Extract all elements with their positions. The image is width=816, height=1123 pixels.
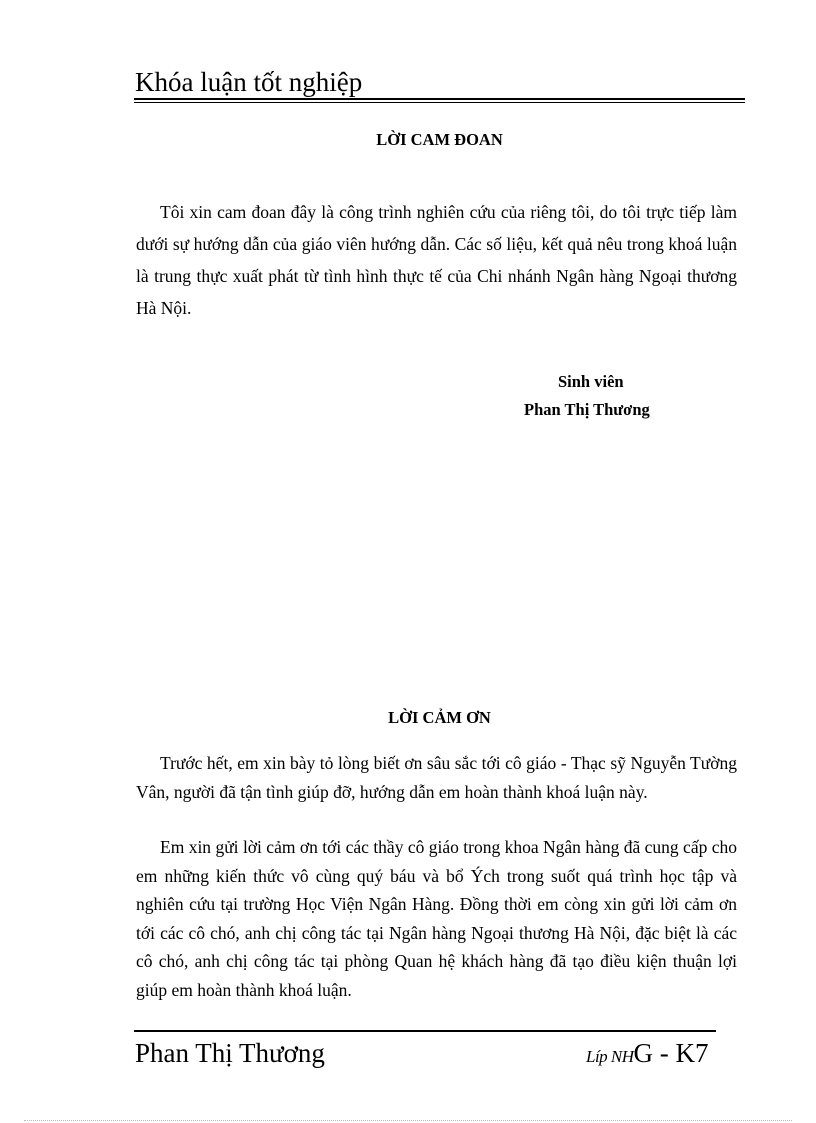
thanks-heading: LỜI CẢM ƠN: [388, 708, 491, 727]
signature-role: Sinh viên: [558, 372, 624, 391]
page-header-title: Khóa luận tốt nghiệp: [135, 67, 363, 97]
page-bottom-border: [24, 1120, 792, 1121]
footer-class-code: G - K7: [633, 1038, 709, 1068]
footer-author: Phan Thị Thương: [135, 1038, 325, 1068]
header-rule-thin: [134, 102, 745, 103]
thanks-paragraph-2: Em xin gửi lời cảm ơn tới các thầy cô giáo trong khoa Ngân hàng đã cung cấp cho em những kiến thức vô cùng quý báu và bổ Ých trong suốt quá trình học tập và nghiên cứu tại trường Học Viện Ngân Hàng. Đồng thời em còng xin gửi lời cảm ơn tới các cô chó, anh chị công tác tại Ngân hàng Ngoại thương Hà Nội, đặc biệt là các cô chó, anh chị công tác tại phòng Quan hệ khách hàng đã tạo điều kiện thuận lợi giúp em hoàn thành khoá luận.: [136, 837, 737, 1000]
thanks-paragraph-1: Trước hết, em xin bày tỏ lòng biết ơn sâu sắc tới cô giáo - Thạc sỹ Nguyễn Tường Vân, người đã tận tình giúp đỡ, hướng dẫn em hoàn thành khoá luận này.: [136, 753, 737, 802]
header-rule-thick: [134, 98, 745, 100]
commitment-heading: LỜI CAM ĐOAN: [376, 130, 503, 149]
footer-class: [586, 1037, 709, 1074]
signature-name: Phan Thị Thương: [524, 400, 650, 419]
footer-rule: [134, 1030, 716, 1032]
footer-class-prefix: Líp NH: [586, 1047, 634, 1066]
commitment-paragraph: Tôi xin cam đoan đây là công trình nghiên cứu của riêng tôi, do tôi trực tiếp làm dưới sự hướng dẫn của giáo viên hướng dẫn. Các số liệu, kết quả nêu trong khoá luận là trung thực xuất phát từ tình hình thực tế của Chi nhánh Ngân hàng Ngoại thương Hà Nội.: [136, 202, 737, 318]
